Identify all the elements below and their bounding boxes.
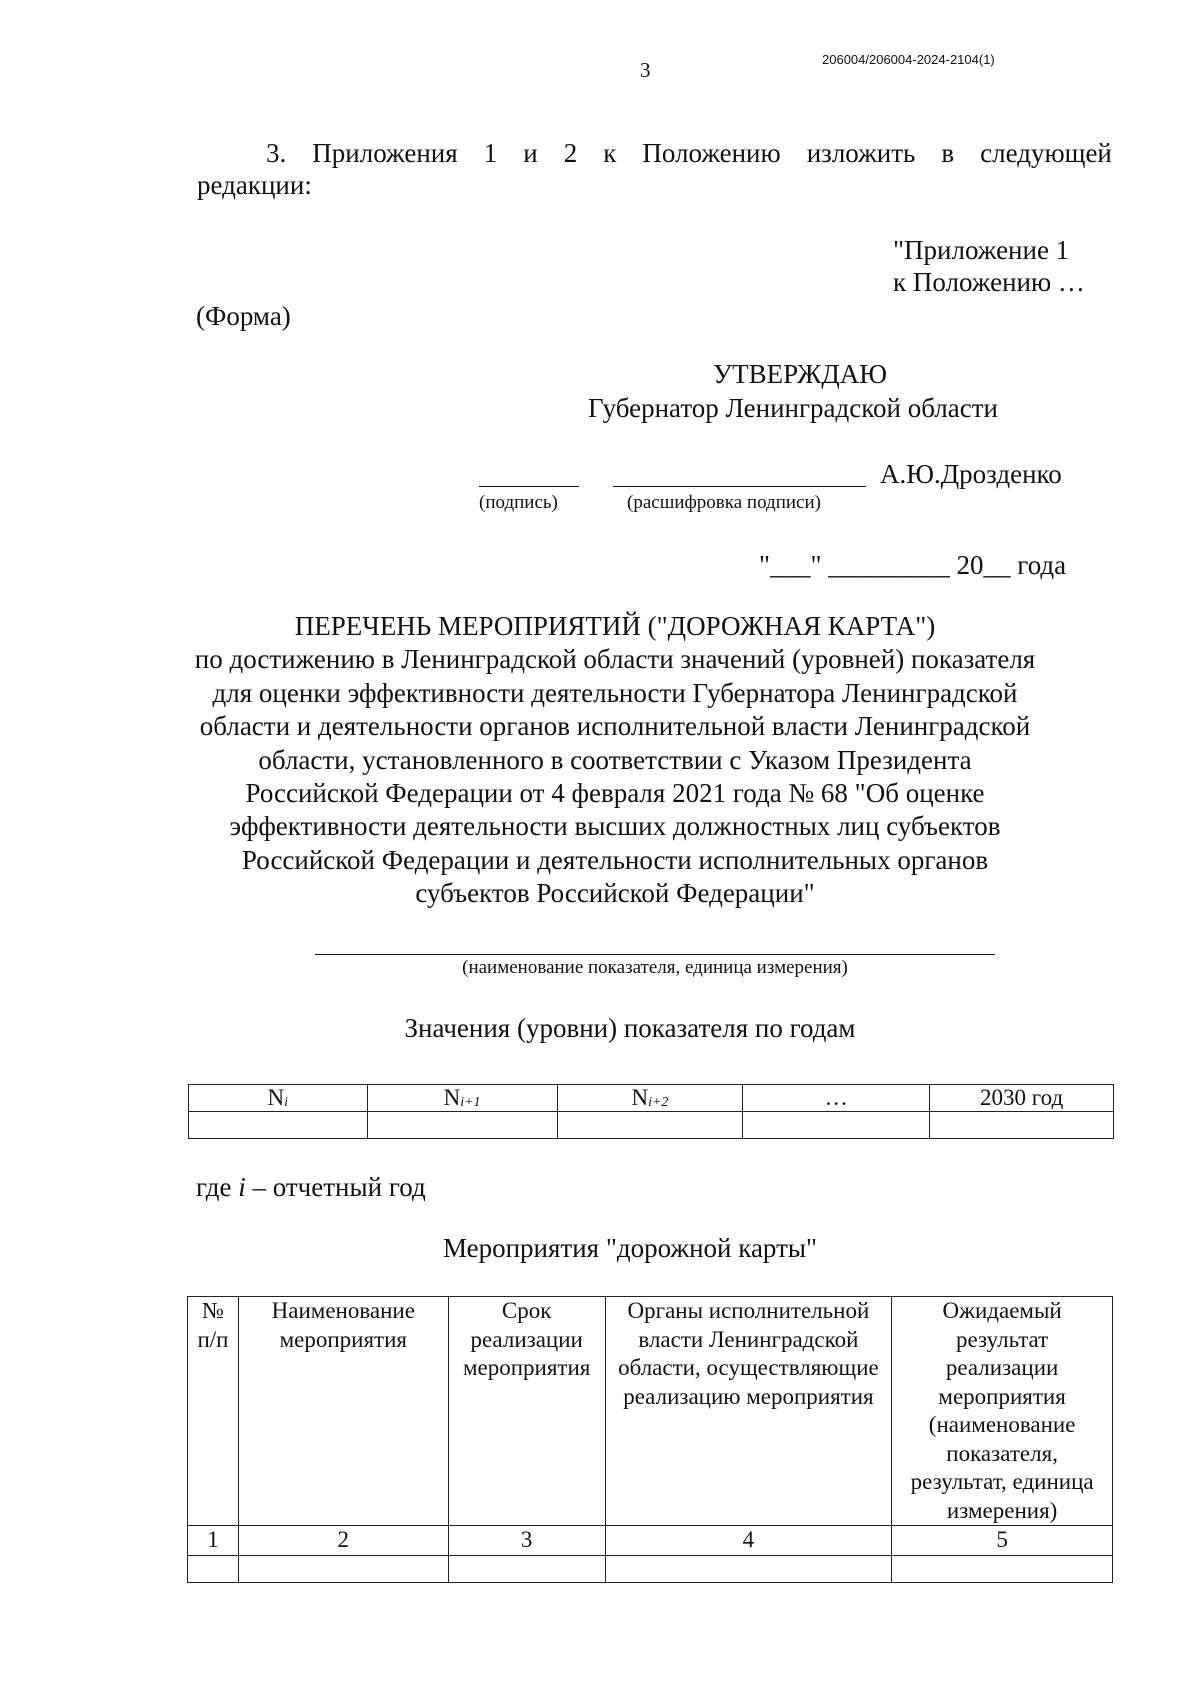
events-title: Мероприятия "дорожной карты" bbox=[442, 1233, 818, 1263]
events-header-line: мероприятия bbox=[462, 1355, 591, 1380]
heading-line: эффективности деятельности высших должностных лиц субъектов bbox=[229, 811, 1001, 842]
years-empty-cell bbox=[367, 1112, 557, 1139]
where-suffix: – отчетный год bbox=[245, 1172, 426, 1202]
events-column-number: 3 bbox=[448, 1526, 605, 1556]
heading-line: Российской Федерации от 4 февраля 2021 года № 68 "Об оценке bbox=[245, 778, 985, 809]
years-header-sub: i bbox=[284, 1095, 289, 1110]
events-header-line: реализацию мероприятия bbox=[623, 1383, 874, 1409]
events-empty-cell bbox=[892, 1555, 1113, 1582]
events-header-line: показателя, bbox=[946, 1440, 1058, 1466]
events-empty-cell bbox=[188, 1555, 239, 1582]
years-header-base: … bbox=[824, 1085, 848, 1110]
heading-line: области, установленного в соответствии с Указом Президента bbox=[258, 744, 972, 775]
events-header-line: № bbox=[201, 1298, 224, 1323]
years-header-base: N bbox=[631, 1085, 649, 1110]
paragraph-word: изложить bbox=[806, 138, 916, 168]
paragraph-word: к bbox=[603, 138, 617, 168]
document-heading bbox=[185, 610, 1045, 911]
paragraph-line-2: редакции: bbox=[197, 170, 312, 200]
approval-date-line: "___" _________ 20__ года bbox=[759, 550, 1067, 580]
years-empty-cell bbox=[743, 1112, 930, 1139]
events-empty-cell bbox=[605, 1555, 892, 1582]
events-header-line: реализации bbox=[945, 1355, 1059, 1380]
years-header-base: N bbox=[443, 1085, 461, 1110]
events-header-cell bbox=[605, 1297, 892, 1526]
events-header-line: мероприятия bbox=[279, 1326, 407, 1352]
years-header-cell bbox=[557, 1085, 743, 1112]
approver-position: Губернатор Ленинградской области bbox=[588, 393, 998, 423]
events-header-line: Органы исполнительной bbox=[627, 1298, 870, 1323]
events-header-line: результат bbox=[956, 1326, 1049, 1352]
signature-caption: (подпись) bbox=[479, 492, 558, 513]
where-note bbox=[196, 1172, 426, 1203]
events-header-line: результат, единица bbox=[910, 1469, 1094, 1494]
appendix-title: "Приложение 1 bbox=[893, 235, 1070, 265]
years-table-header-row bbox=[189, 1085, 1114, 1112]
events-table-number-row bbox=[188, 1526, 1113, 1556]
events-header-line: Срок bbox=[501, 1298, 552, 1323]
years-header-sub: i+1 bbox=[460, 1095, 481, 1110]
years-empty-cell bbox=[189, 1112, 368, 1139]
page-number: 3 bbox=[640, 58, 651, 82]
indicator-caption: (наименование показателя, единица измерения) bbox=[462, 957, 848, 978]
years-header-sub: i+2 bbox=[648, 1095, 669, 1110]
events-column-number: 2 bbox=[238, 1526, 448, 1556]
events-header-line: (наименование bbox=[928, 1412, 1076, 1437]
years-header-cell bbox=[189, 1085, 368, 1112]
signature-decode-caption: (расшифровка подписи) bbox=[627, 492, 821, 513]
events-header-line: власти Ленинградской bbox=[638, 1326, 859, 1352]
events-header-cell bbox=[188, 1297, 239, 1526]
heading-line: для оценки эффективности деятельности Губернатора Ленинградской bbox=[212, 677, 1018, 708]
years-header-cell bbox=[743, 1085, 930, 1112]
events-header-line: реализации bbox=[470, 1326, 583, 1352]
events-header-line: измерения) bbox=[946, 1497, 1058, 1523]
heading-line: по достижению в Ленинградской области значений (уровней) показателя bbox=[194, 644, 1036, 675]
events-header-line: мероприятия bbox=[938, 1383, 1066, 1409]
events-header-cell bbox=[238, 1297, 448, 1526]
years-table-blank-row bbox=[189, 1112, 1114, 1139]
heading-line: Российской Федерации и деятельности исполнительных органов bbox=[241, 844, 989, 875]
events-empty-cell bbox=[238, 1555, 448, 1582]
events-table-header-row bbox=[188, 1297, 1113, 1526]
paragraph-word: 3. bbox=[266, 138, 287, 168]
events-header-line: Ожидаемый bbox=[942, 1298, 1062, 1323]
form-label: (Форма) bbox=[196, 301, 291, 331]
appendix-reference: к Положению … bbox=[893, 267, 1085, 297]
paragraph-word: Положению bbox=[642, 138, 781, 168]
events-header-cell bbox=[892, 1297, 1113, 1526]
where-variable: i bbox=[238, 1172, 246, 1202]
events-column-number: 5 bbox=[892, 1526, 1113, 1556]
paragraph-word: следующей bbox=[980, 138, 1112, 168]
events-table-blank-row bbox=[188, 1555, 1113, 1582]
events-table bbox=[187, 1296, 1113, 1583]
events-empty-cell bbox=[448, 1555, 605, 1582]
events-header-line: Наименование bbox=[271, 1298, 415, 1323]
signer-name: А.Ю.Дрозденко bbox=[880, 459, 1062, 489]
paragraph-line-1 bbox=[266, 138, 1112, 169]
signature-line bbox=[479, 486, 579, 487]
heading-line: области и деятельности органов исполнительной власти Ленинградской bbox=[199, 711, 1031, 742]
indicator-name-line bbox=[315, 954, 995, 955]
years-header-cell bbox=[367, 1085, 557, 1112]
heading-title: ПЕРЕЧЕНЬ МЕРОПРИЯТИЙ ("ДОРОЖНАЯ КАРТА") bbox=[294, 611, 936, 641]
events-header-cell bbox=[448, 1297, 605, 1526]
signature-decode-line bbox=[613, 486, 866, 487]
heading-line: субъектов Российской Федерации" bbox=[415, 878, 815, 909]
events-header-line: п/п bbox=[197, 1326, 229, 1352]
values-title: Значения (уровни) показателя по годам bbox=[404, 1013, 856, 1043]
paragraph-word: Приложения bbox=[312, 138, 458, 168]
document-id: 206004/206004-2024-2104(1) bbox=[822, 52, 995, 67]
years-header-base: N bbox=[267, 1085, 285, 1110]
where-prefix: где bbox=[196, 1172, 239, 1202]
paragraph-word: в bbox=[941, 138, 955, 168]
events-column-number: 1 bbox=[188, 1526, 239, 1556]
events-column-number: 4 bbox=[605, 1526, 892, 1556]
years-table bbox=[188, 1084, 1114, 1139]
years-header-cell bbox=[930, 1085, 1114, 1112]
years-empty-cell bbox=[930, 1112, 1114, 1139]
events-header-line: области, осуществляющие bbox=[618, 1355, 879, 1380]
paragraph-word: 2 bbox=[563, 138, 578, 168]
approval-stamp-text: УТВЕРЖДАЮ bbox=[713, 359, 888, 389]
years-empty-cell bbox=[557, 1112, 743, 1139]
years-header-base: 2030 год bbox=[980, 1085, 1064, 1110]
paragraph-word: и bbox=[523, 138, 538, 168]
paragraph-word: 1 bbox=[483, 138, 498, 168]
